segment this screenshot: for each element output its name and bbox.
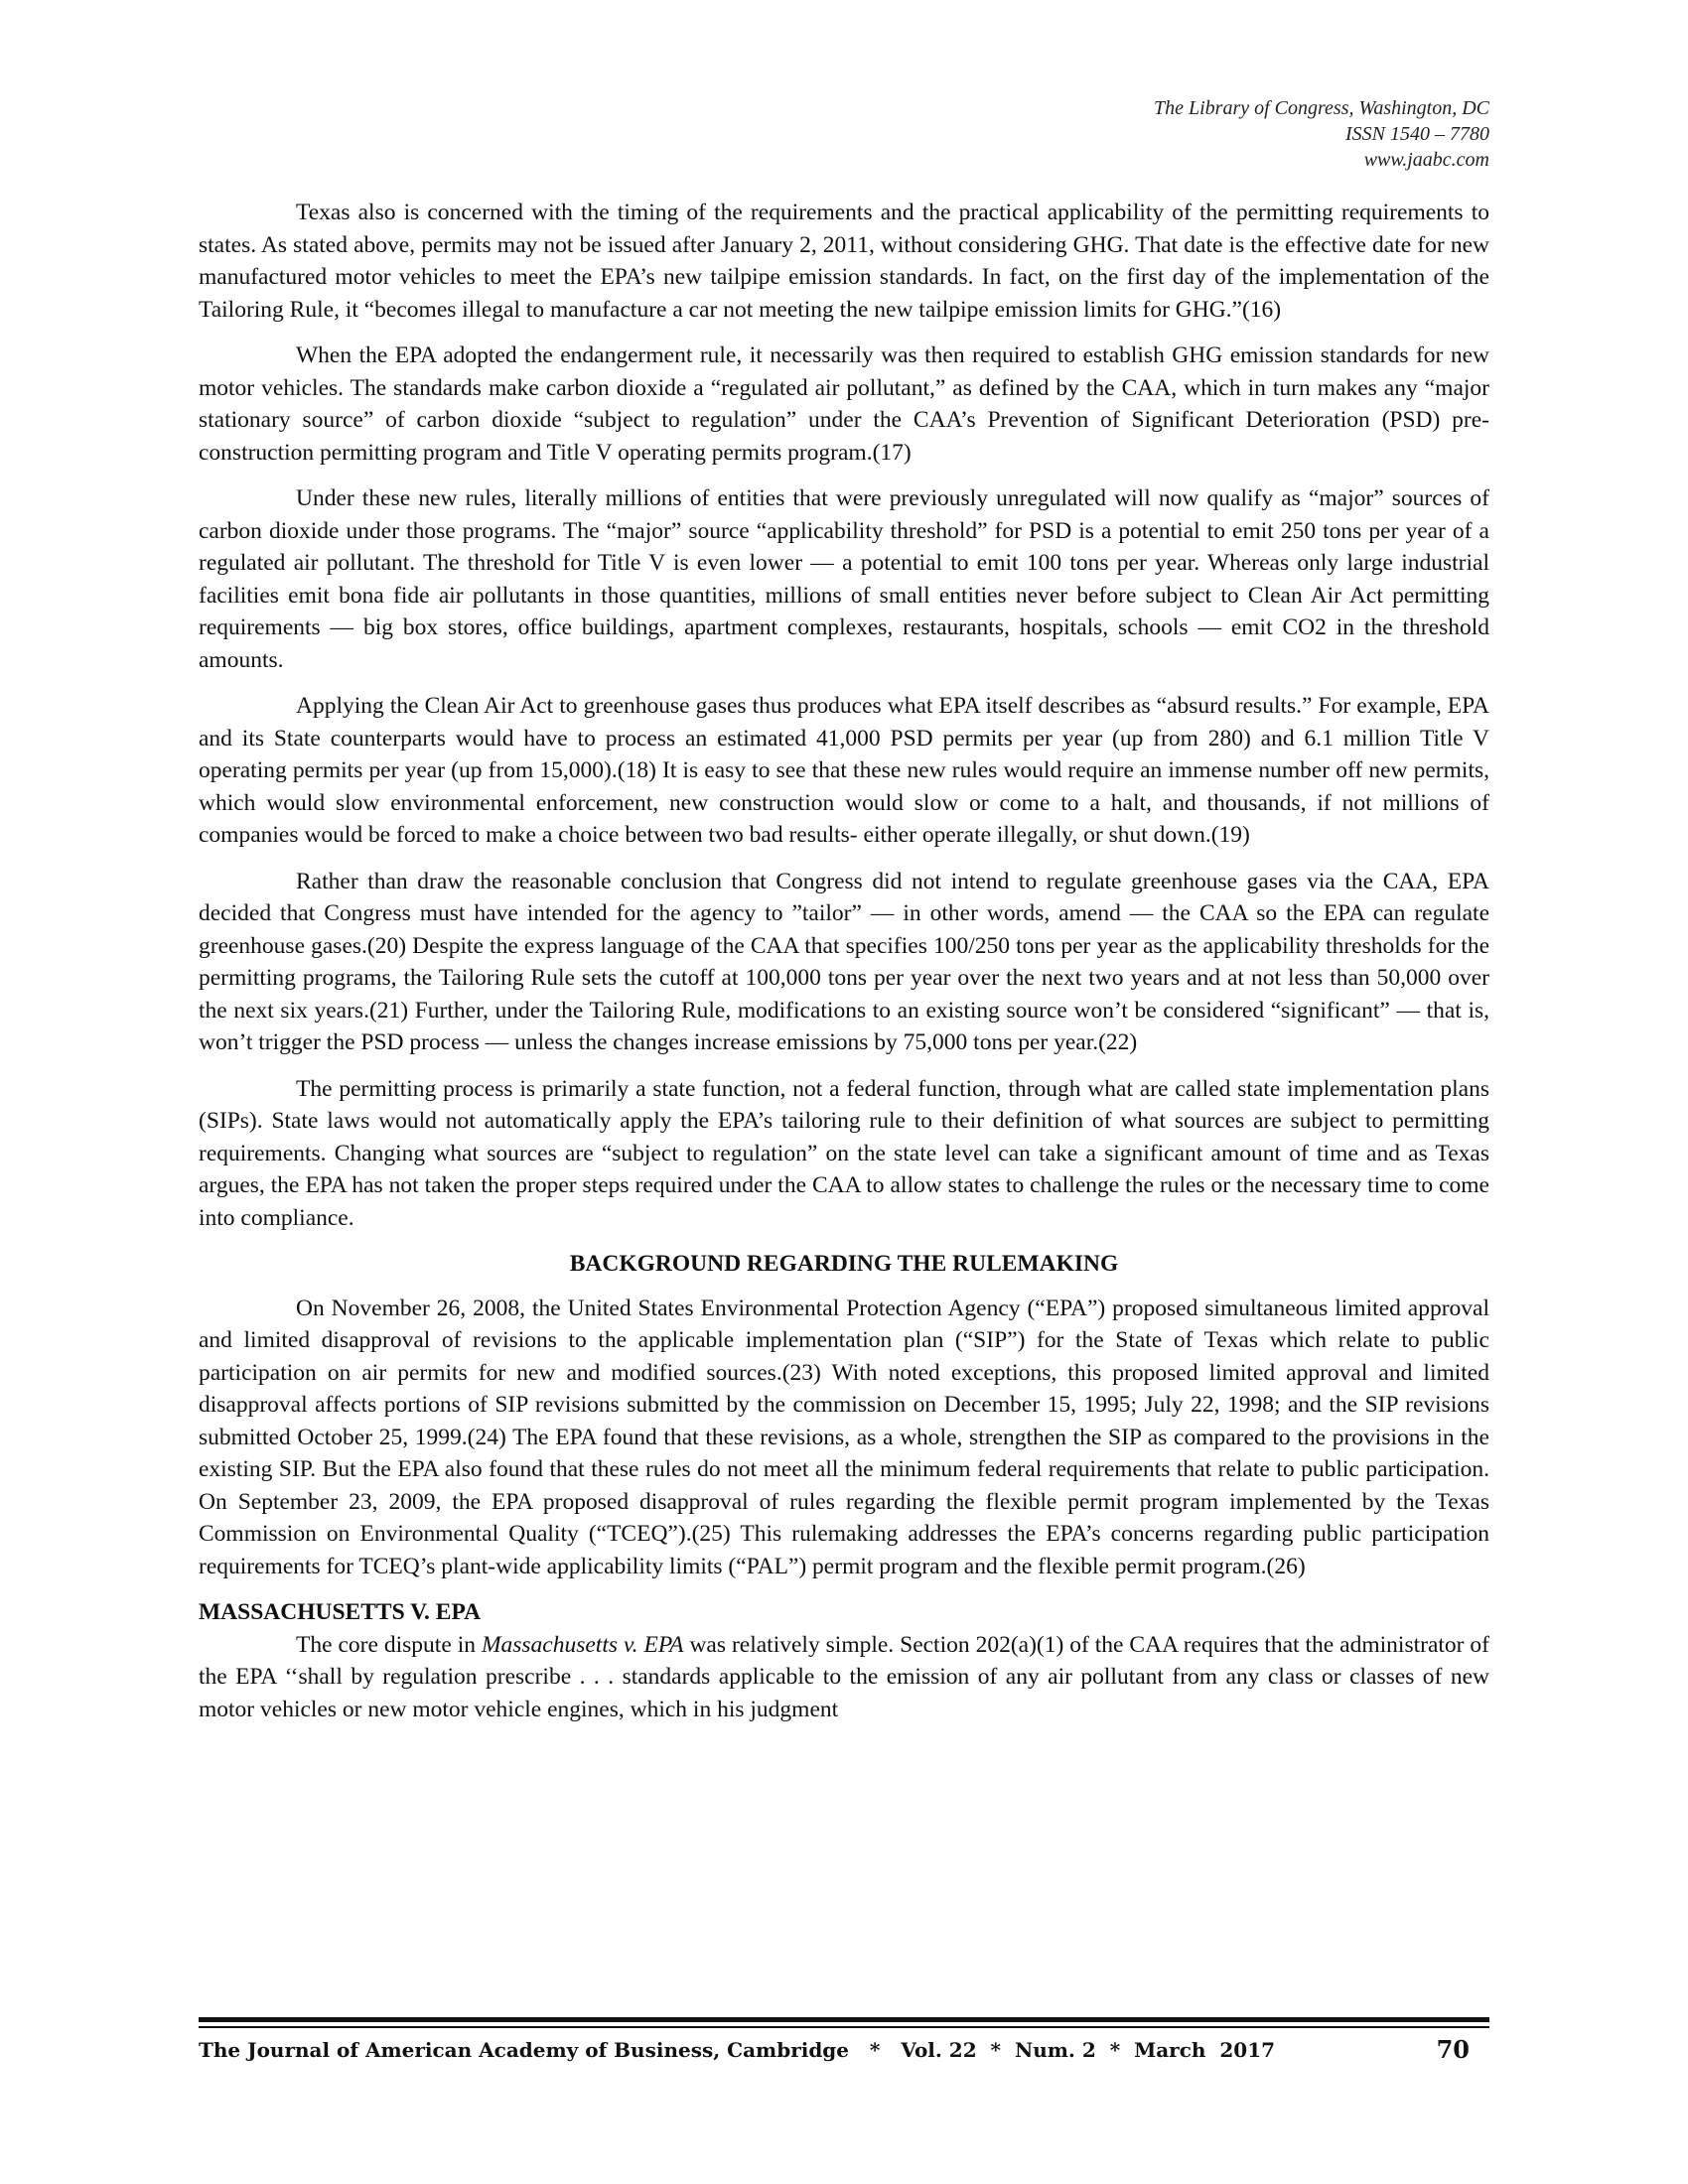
masthead-line-3[interactable]: www.jaabc.com [1363, 149, 1489, 171]
masthead [1154, 95, 1489, 173]
footer-rule-thin [199, 2026, 1489, 2028]
masthead-line-2: ISSN 1540 – 7780 [1345, 123, 1489, 145]
subsection-paragraph [199, 1629, 1489, 1726]
section-paragraph: On November 26, 2008, the United States Environmental Protection Agency (“EPA”) proposed simultaneous limited approval and limited disapproval of revisions to the applicable implementation plan (“SIP”) for the State of Texas which relate to public participation on air permits for new and modified sources.(23) With noted exceptions, this proposed limited approval and limited disapproval affects portions of SIP revisions submitted by the commission on December 15, 1995; July 22, 1998; and the SIP revisions submitted October 25, 1999.(24) The EPA found that these revisions, as a whole, strengthen the SIP as compared to the provisions in the existing SIP. But the EPA also found that these rules do not meet all the minimum federal requirements that relate to public participation. On September 23, 2009, the EPA proposed disapproval of rules regarding the flexible permit program implemented by the Texas Commission on Environmental Quality (“TCEQ”).(25) This rulemaking addresses the EPA’s concerns regarding public participation requirements for TCEQ’s plant-wide applicability limits (“PAL”) permit program and the flexible permit program.(26) [199, 1295, 1489, 1579]
paragraph-6: The permitting process is primarily a state function, not a federal function, through what are called state implementation plans (SIPs). State laws would not automatically apply the EPA’s tailoring rule to their definition of what sources are subject to permitting requirements. Changing what sources are “subject to regulation” on the state level can take a significant amount of time and as Texas argues, the EPA has not taken the proper steps required under the CAA to allow states to challenge the rules or the necessary time to come into compliance. [199, 1075, 1489, 1231]
footer-rule-thick [199, 2017, 1489, 2022]
subsection-text-end: was relatively simple. Section 202(a)(1) of the CAA requires that the administrator of the EPA ‘‘shall by regulation prescribe . . . standards applicable to the emission of any air pollutant from any class or classes of new motor vehicles or new motor vehicle engines, which in his judgment [199, 1631, 1489, 1722]
paragraph-3: Under these new rules, literally millions of entities that were previously unregulated will now qualify as “major” sources of carbon dioxide under those programs. The “major” source “applicability threshold” for PSD is a potential to emit 250 tons per year of a regulated air pollutant. The threshold for Title V is even lower — a potential to emit 100 tons per year. Whereas only large industrial facilities emit bona fide air pollutants in those quantities, millions of small entities never before subject to Clean Air Act permitting requirements — big box stores, office buildings, apartment complexes, restaurants, hospitals, schools — emit CO2 in the threshold amounts. [199, 485, 1489, 673]
article-body [199, 197, 1489, 1739]
paragraph-5: Rather than draw the reasonable conclusion that Congress did not intend to regulate greenhouse gases via the CAA, EPA decided that Congress must have intended for the agency to ”tailor” — in other words, amend — the CAA so the EPA can regulate greenhouse gases.(20) Despite the express language of the CAA that specifies 100/250 tons per year as the applicability thresholds for the permitting programs, the Tailoring Rule sets the cutoff at 100,000 tons per year over the next two years and at not less than 50,000 over the next six years.(21) Further, under the Tailoring Rule, modifications to an existing source won’t be considered “significant” — that is, won’t trigger the PSD process — unless the changes increase emissions by 75,000 tons per year.(22) [199, 868, 1489, 1055]
paragraph-2: When the EPA adopted the endangerment rule, it necessarily was then required to establish GHG emission standards for new motor vehicles. The standards make carbon dioxide a “regulated air pollutant,” as defined by the CAA, which in turn makes any “major stationary source” of carbon dioxide “subject to regulation” under the CAA’s Prevention of Significant Deterioration (PSD) pre-construction permitting program and Title V operating permits program.(17) [199, 342, 1489, 466]
page-number: 70 [1436, 2035, 1470, 2064]
footer-journal: The Journal of American Academy of Business, Cambridge * Vol. 22 * Num. 2 * March 2017 [199, 2038, 1276, 2062]
section-heading: BACKGROUND REGARDING THE RULEMAKING [569, 1251, 1119, 1277]
masthead-line-1: The Library of Congress, Washington, DC [1153, 97, 1489, 119]
paragraph-1: Texas also is concerned with the timing of the requirements and the practical applicability of the permitting requirements to states. As stated above, permits may not be issued after January 2, 2011, without considering GHG. That date is the effective date for new manufactured motor vehicles to meet the EPA’s new tailpipe emission standards. In fact, on the first day of the implementation of the Tailoring Rule, it “becomes illegal to manufacture a car not meeting the new tailpipe emission limits for GHG.”(16) [199, 200, 1489, 323]
paragraph-4: Applying the Clean Air Act to greenhouse gases thus produces what EPA itself describes as “absurd results.” For example, EPA and its State counterparts would have to process an estimated 41,000 PSD permits per year (up from 280) and 6.1 million Title V operating permits per year (up from 15,000).(18) It is easy to see that these new rules would require an immense number off new permits, which would slow environmental enforcement, new construction would slow or come to a halt, and thousands, if not millions of companies would be forced to make a choice between two bad results- either operate illegally, or shut down.(19) [199, 693, 1489, 848]
subsection-text-start: The core dispute in [296, 1631, 482, 1658]
subsection-heading: MASSACHUSETTS V. EPA [199, 1599, 482, 1625]
case-name: Massachusetts v. EPA [481, 1631, 684, 1658]
